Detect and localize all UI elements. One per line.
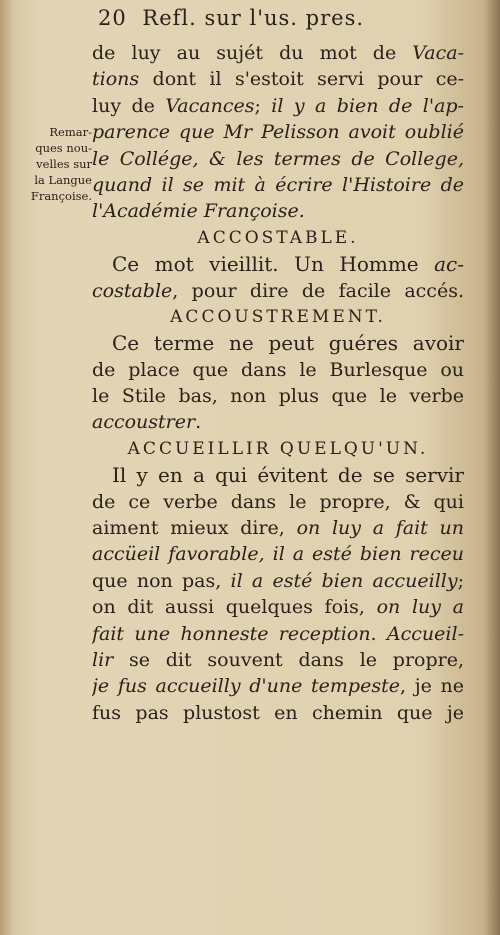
roman-span: ; xyxy=(254,94,272,117)
running-header xyxy=(98,6,468,36)
roman-span: fus pas plustost en chemin que je xyxy=(92,701,464,724)
italic-span: le Collége, & les termes de College, xyxy=(92,147,464,170)
italic-span: l'Académie Françoise. xyxy=(92,200,305,223)
text-line xyxy=(92,568,464,594)
italic-span: accüeil favorable, il a esté bien receu xyxy=(92,543,464,566)
text-line xyxy=(92,198,464,224)
italic-span: costable xyxy=(92,279,173,302)
text-line xyxy=(92,278,464,304)
roman-span: le Stile bas, non plus que le verbe xyxy=(92,385,464,408)
text-line xyxy=(92,146,464,172)
italic-span: parence que Mr Pelisson avoit oublié xyxy=(92,121,464,144)
text-line xyxy=(92,409,464,435)
margin-note-line: Remar- xyxy=(49,125,92,139)
roman-span: se dit souvent dans le propre, xyxy=(113,648,464,671)
roman-span: aiment mieux dire, xyxy=(92,517,297,540)
text-line xyxy=(92,647,464,673)
text-line xyxy=(92,357,464,383)
margin-note-line: Françoise. xyxy=(30,189,92,203)
roman-span: Ce terme ne peut guéres avoir xyxy=(112,331,464,356)
roman-span: de ce verbe dans le propre, & qui xyxy=(92,490,464,513)
italic-span: lir xyxy=(92,648,114,671)
text-line xyxy=(92,40,464,66)
roman-span: , je ne xyxy=(399,675,464,698)
italic-span: fait une honneste reception. Accueil- xyxy=(92,622,464,645)
text-line xyxy=(92,621,464,647)
italic-span: on luy a xyxy=(376,596,464,619)
roman-span: ; xyxy=(457,569,464,592)
entry-headword: ACCOUSTREMENT. xyxy=(170,306,386,327)
italic-span: il a esté bien accueilly xyxy=(230,569,458,592)
roman-span: de luy au sujét du mot de xyxy=(92,42,413,64)
running-title: Refl. sur l'us. pres. xyxy=(142,6,365,30)
margin-note-line: velles sur xyxy=(36,157,92,171)
roman-span: de place que dans le Burlesque ou xyxy=(92,358,464,381)
page-gutter-shadow xyxy=(486,0,500,935)
entry-headword: ACCOSTABLE. xyxy=(197,227,359,248)
body-text xyxy=(92,40,464,726)
text-line xyxy=(92,515,464,541)
margin-note-line: la Langue xyxy=(34,173,92,187)
roman-span: . xyxy=(195,411,202,434)
italic-span: Vaca- xyxy=(412,42,464,64)
italic-span: je fus accueilly d'une tempeste xyxy=(92,675,400,698)
text-line xyxy=(92,462,464,488)
roman-span: Il y en a qui évitent de se servir xyxy=(112,463,464,488)
text-line xyxy=(92,489,464,515)
text-line xyxy=(92,383,464,409)
roman-span: , pour dire de facile accés. xyxy=(172,279,464,302)
italic-span: accoustrer xyxy=(92,411,196,434)
text-line xyxy=(92,93,464,119)
text-line xyxy=(92,594,464,620)
margin-note xyxy=(6,124,92,204)
text-line xyxy=(92,700,464,726)
roman-span: dont il s'estoit servi pour ce- xyxy=(139,68,464,91)
italic-span: tions xyxy=(92,68,140,91)
margin-note-line: ques nou- xyxy=(35,141,92,155)
italic-span: on luy a fait un xyxy=(296,517,464,540)
entry-headword: ACCUEILLIR QUELQU'UN. xyxy=(127,438,429,459)
italic-span: quand il se mit à écrire l'Histoire de xyxy=(92,173,464,196)
text-line xyxy=(92,673,464,699)
roman-span: Ce mot vieillit. Un Homme xyxy=(112,252,435,277)
italic-span: ac- xyxy=(434,252,464,277)
italic-span: il y a bien de l'ap- xyxy=(271,94,464,117)
page-number: 20 xyxy=(98,6,127,30)
roman-span: on dit aussi quelques fois, xyxy=(92,596,377,619)
text-line xyxy=(92,251,464,277)
italic-span: Vacances xyxy=(165,94,255,117)
text-line xyxy=(92,66,464,92)
text-line xyxy=(92,330,464,356)
text-line xyxy=(92,172,464,198)
roman-span: que non pas, xyxy=(92,569,231,592)
text-line xyxy=(92,119,464,145)
roman-span: luy de xyxy=(92,94,166,117)
text-line xyxy=(92,541,464,567)
